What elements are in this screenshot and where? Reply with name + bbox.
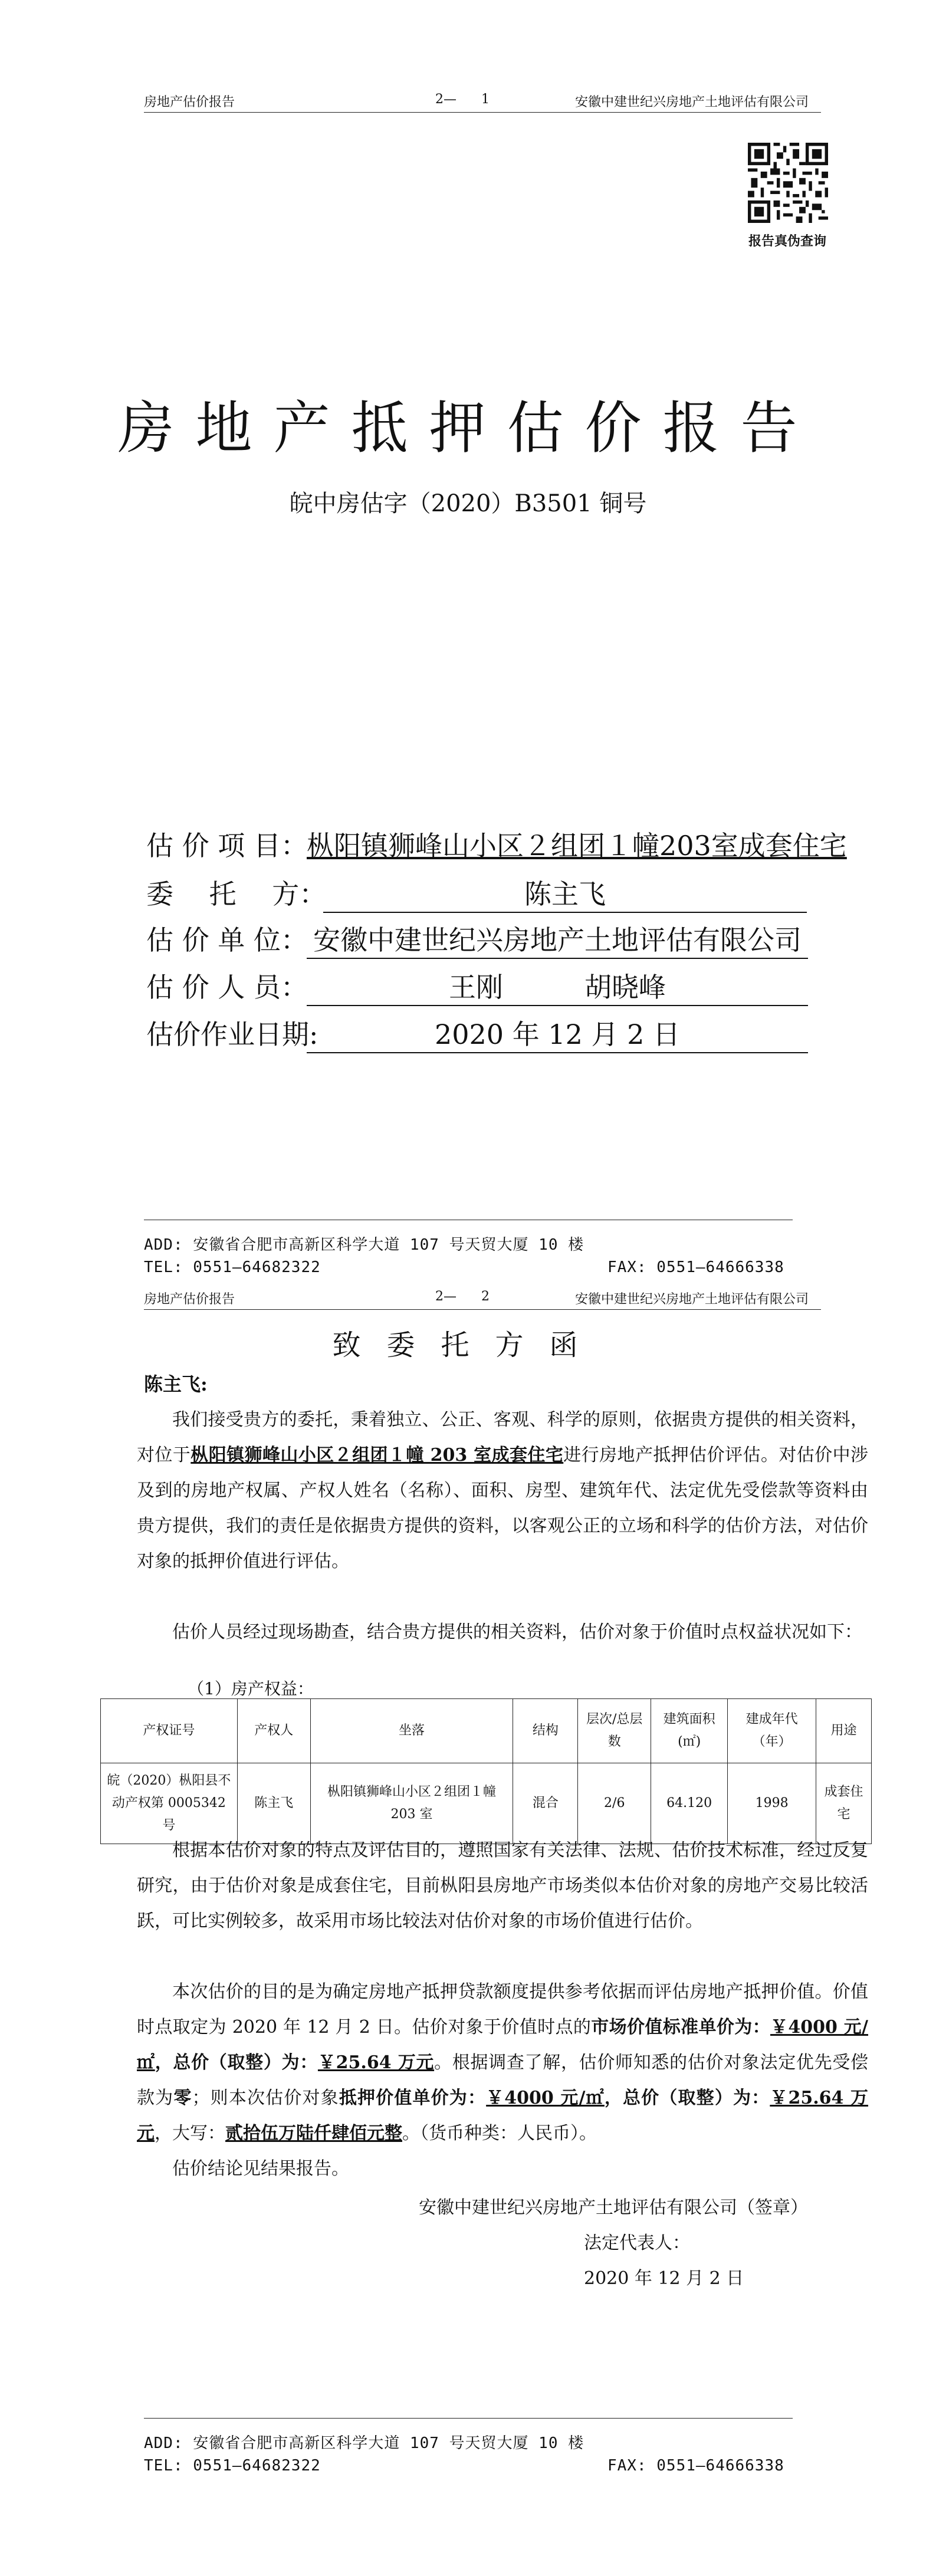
table-header-cell: 产权证号 (101, 1699, 238, 1763)
page2-footer-fax: FAX: 0551—64666338 (607, 2457, 784, 2475)
page2-header-rule (144, 1309, 821, 1310)
property-address: 枞阳镇狮峰山小区２组团１幢 203 室成套住宅 (191, 1445, 564, 1466)
paragraph-method: 根据本估价对象的特点及评估目的，遵照国家有关法律、法规、估价技术标准，经过反复研究，由于估价对象是成套住宅，目前枞阳县房地产市场类似本估价对象的房地产交易比较活跃，可比实例较多，故采用市场比较法对估价对象的市场价值进行估价。 (137, 1840, 868, 1931)
qr-verification-label: 报告真伪查询 (748, 234, 826, 249)
page2-footer-address: ADD: 安徽省合肥市高新区科学大道 107 号天贸大厦 10 楼 (144, 2434, 584, 2452)
page2-header-company: 安徽中建世纪兴房地产土地评估有限公司 (575, 1292, 809, 1307)
paragraph-inspection: 估价人员经过现场勘查，结合贵方提供的相关资料，估价对象于价值时点权益状况如下： (172, 1622, 862, 1642)
mortgage-unit-price: ￥4000 元/㎡ (486, 2088, 605, 2108)
signature-company: 安徽中建世纪兴房地产土地评估有限公司（签章） (419, 2197, 808, 2218)
report-number: 皖中房估字（2020）B3501 铜号 (289, 490, 647, 517)
info-value-valuer-company: 安徽中建世纪兴房地产土地评估有限公司 (307, 919, 808, 959)
text-bold: ，总价（取整）为： (155, 2052, 318, 2073)
table-cell: 混合 (513, 1763, 578, 1844)
table-header-cell: 建筑面积(㎡) (651, 1699, 728, 1763)
table-row (101, 1763, 872, 1844)
priority-claim: 零 (173, 2088, 192, 2108)
info-label: 估 价 项 目： (146, 830, 308, 862)
info-label: 估价作业日期: (146, 1018, 318, 1050)
info-value-client: 陈主飞 (323, 873, 807, 913)
info-label: 委 托 方： (146, 878, 327, 910)
mortgage-total-price: ￥25.64 万元 (137, 2088, 869, 2144)
page1-header-company: 安徽中建世纪兴房地产土地评估有限公司 (575, 95, 809, 110)
page2-footer-tel: TEL: 0551—64682322 (144, 2457, 321, 2475)
paragraph-engagement (137, 1402, 868, 1579)
info-label: 估 价 单 位： (146, 924, 308, 956)
page1-footer-tel: TEL: 0551—64682322 (144, 1259, 321, 1276)
page1-footer-address: ADD: 安徽省合肥市高新区科学大道 107 号天贸大厦 10 楼 (144, 1236, 584, 1254)
page1-header-left: 房地产估价报告 (144, 95, 235, 110)
page2-footer-rule (144, 2418, 793, 2419)
page2-header-left: 房地产估价报告 (144, 1292, 235, 1307)
report-title: 房地产抵押估价报告 (117, 395, 819, 461)
info-label: 估 价 人 员： (146, 971, 308, 1003)
info-value-date: 2020 年 12 月 2 日 (307, 1013, 808, 1053)
page1-footer-fax: FAX: 0551—64666338 (607, 1259, 784, 1276)
table-cell: 皖（2020）枞阳县不动产权第 0005342 号 (101, 1763, 238, 1844)
salutation: 陈主飞: (144, 1373, 208, 1395)
signature-date: 2020 年 12 月 2 日 (584, 2268, 744, 2289)
market-unit-price: ￥4000 元/㎡ (137, 2017, 869, 2073)
text: 我们接受贵方的委托，秉着独立、公正、客观、科学的原则，依据贵方提供的相关资料，对位于 (137, 1409, 868, 1466)
table-header-row (101, 1699, 872, 1763)
text: ；则本次估价对象 (192, 2088, 339, 2108)
table-cell: 陈主飞 (237, 1763, 310, 1844)
market-total-price: ￥25.64 万元 (317, 2052, 435, 2073)
info-value-project: 枞阳镇狮峰山小区２组团１幢203室成套住宅 (307, 830, 847, 862)
table-header-cell: 建成年代（年） (728, 1699, 816, 1763)
qr-code-icon[interactable] (748, 143, 828, 223)
table-cell: 成套住宅 (816, 1763, 872, 1844)
text: 。根据调查了解，估价师知悉的估价对象法定优先受偿款为 (137, 2052, 869, 2108)
info-row-valuer-company (146, 919, 813, 954)
table-cell: 1998 (728, 1763, 816, 1844)
paragraph-see-report: 估价结论见结果报告。 (172, 2158, 349, 2179)
text: ，大写： (155, 2123, 225, 2144)
paragraph-conclusion (137, 1974, 868, 2151)
table-caption: （1）房产权益： (188, 1679, 314, 1698)
text: 进行房地产抵押估价评估。对估价中涉及到的房地产权属、产权人姓名（名称）、面积、房型、建筑年代、法定优先受偿款等资料由贵方提供，我们的责任是依据贵方提供的资料，以客观公正的立场和科学的估价方法，对估价对象的抵押价值进行评估。 (137, 1445, 869, 1572)
table-cell: 枞阳镇狮峰山小区２组团１幢 203 室 (310, 1763, 513, 1844)
info-row-date (146, 1013, 813, 1049)
info-value-appraisers: 王刚 胡晓峰 (307, 966, 808, 1006)
table-header-cell: 结构 (513, 1699, 578, 1763)
table-header-cell: 用途 (816, 1699, 872, 1763)
table-header-cell: 层次/总层数 (578, 1699, 651, 1763)
table-cell: 64.120 (651, 1763, 728, 1844)
page2-header-page-number: 2— 2 (435, 1289, 490, 1304)
text: 本次估价的目的是为确定房地产抵押贷款额度提供参考依据而评估房地产抵押价值。价值时点取定为 2020 年 12 月 2 日。估价对象于价值时点的 (137, 1982, 868, 2038)
signature-legal-rep: 法定代表人： (584, 2233, 690, 2253)
text-bold: 抵押价值单价为： (339, 2088, 487, 2108)
property-rights-table (100, 1698, 872, 1844)
text: 。（货币种类：人民币）。 (402, 2123, 597, 2144)
info-row-client (146, 873, 813, 908)
table-header-cell: 产权人 (237, 1699, 310, 1763)
mortgage-total-in-words: 贰拾伍万陆仟肆佰元整 (225, 2123, 402, 2144)
text-bold: 市场价值标准单价为： (591, 2017, 770, 2038)
page1-header-page-number: 2— 1 (435, 92, 490, 107)
text-bold: ，总价（取整）为： (604, 2088, 770, 2108)
page1-header-rule (144, 112, 821, 113)
table-cell: 2/6 (578, 1763, 651, 1844)
info-row-project (146, 824, 847, 862)
letter-title: 致委托方函 (332, 1329, 604, 1362)
table-header-cell: 坐落 (310, 1699, 513, 1763)
info-row-appraisers (146, 966, 813, 1001)
